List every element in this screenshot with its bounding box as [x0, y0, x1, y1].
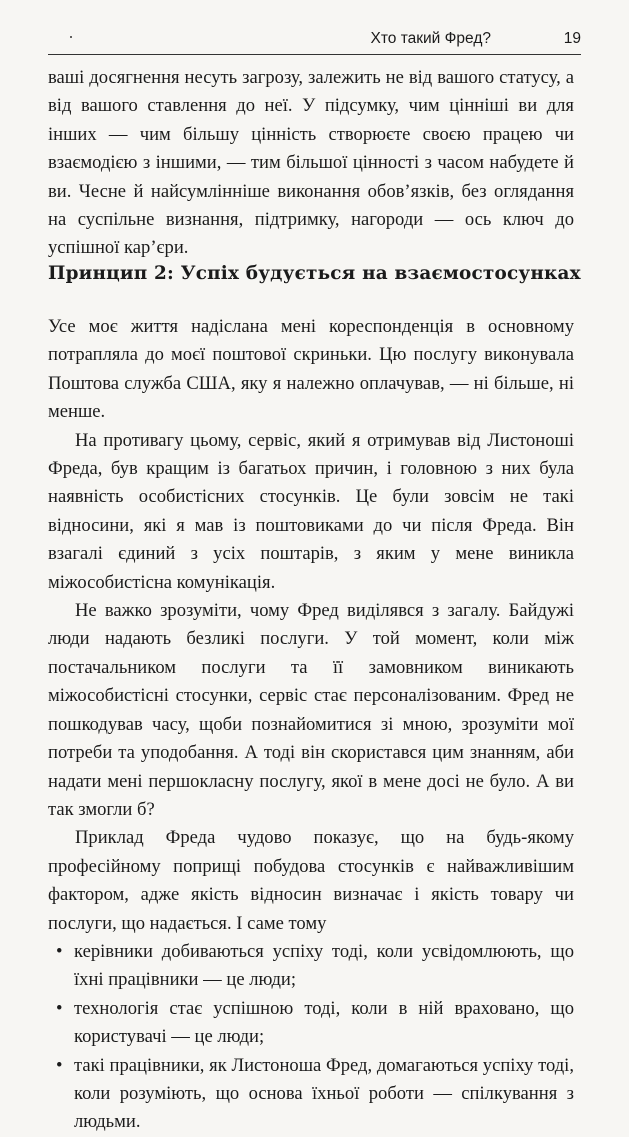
page-number: 19	[563, 30, 581, 47]
bullet-text: технологія стає успішною тоді, коли в ній враховано, що користувачі — це люди;	[74, 997, 574, 1048]
section-text-block	[48, 313, 574, 1137]
running-header	[48, 26, 581, 55]
paragraph: Не важко зрозуміти, чому Фред виділявся з загалу. Байдужі люди надають безликі послуги. У той момент, коли між постачальником послуги та її замовником виникають міжособистісні стосунки, сервіс стає персоналізованим. Фред не пошкодував часу, щоби познайомитися зі мною, зрозуміти мої потреби та уподобання. А тоді він скористався цим знанням, аби надати мені першокласну послугу, якої в мене досі не було. А ви так змогли б?	[48, 600, 574, 820]
bullet-list	[48, 938, 574, 1137]
intro-paragraph: ваші досягнення несуть загрозу, залежить не від вашого статусу, а від вашого ставлення до неї. У підсумку, чим цінніші ви для інших — чим більшу цінність створюєте своєю працею чи взаємодією з іншими, — тим більшої цінності з часом набудете й ви. Чесне й найсумлінніше виконання обов’язків, без оглядання на суспільне визнання, підтримку, нагороди — ось ключ до успішної кар’єри.	[48, 67, 574, 259]
header-mark	[70, 36, 72, 38]
bullet-icon: •	[56, 940, 63, 962]
bullet-icon: •	[56, 997, 63, 1019]
bullet-icon: •	[56, 1054, 63, 1076]
bullet-item	[48, 938, 574, 995]
paragraph: Усе моє життя надіслана мені кореспонденція в основному потрапляла до моєї поштової скриньки. Цю послугу виконувала Поштова служба США, яку я належно оплачував, — ні більше, ні менше.	[48, 316, 574, 423]
chapter-title: Хто такий Фред?	[370, 30, 491, 47]
intro-text-block	[48, 64, 574, 263]
bullet-text: керівники добиваються успіху тоді, коли усвідомлюють, що їхні працівники — це люди;	[74, 940, 574, 991]
bullet-item	[48, 995, 574, 1052]
section-heading: Принцип 2: Успіх будується на взаємостосунках	[48, 263, 581, 284]
bullet-text: такі працівники, як Листоноша Фред, домагаються успіху тоді, коли розуміють, що основа їхньої роботи — спілкування з людьми.	[74, 1054, 574, 1133]
paragraph: На противагу цьому, сервіс, який я отримував від Листоноші Фреда, був кращим із багатьох причин, і головною з них була наявність особистісних стосунків. Це були зовсім не такі відносини, які я мав із поштовиками до чи після Фреда. Він взагалі єдиний з усіх поштарів, з яким у мене виникла міжособистісна комунікація.	[48, 429, 574, 593]
paragraph: Приклад Фреда чудово показує, що на будь-якому професійному поприщі побудова стосунків є найважливішим фактором, адже якість відносин визначає і якість товару чи послуги, що надається. І саме тому	[48, 827, 574, 934]
bullet-item	[48, 1052, 574, 1137]
